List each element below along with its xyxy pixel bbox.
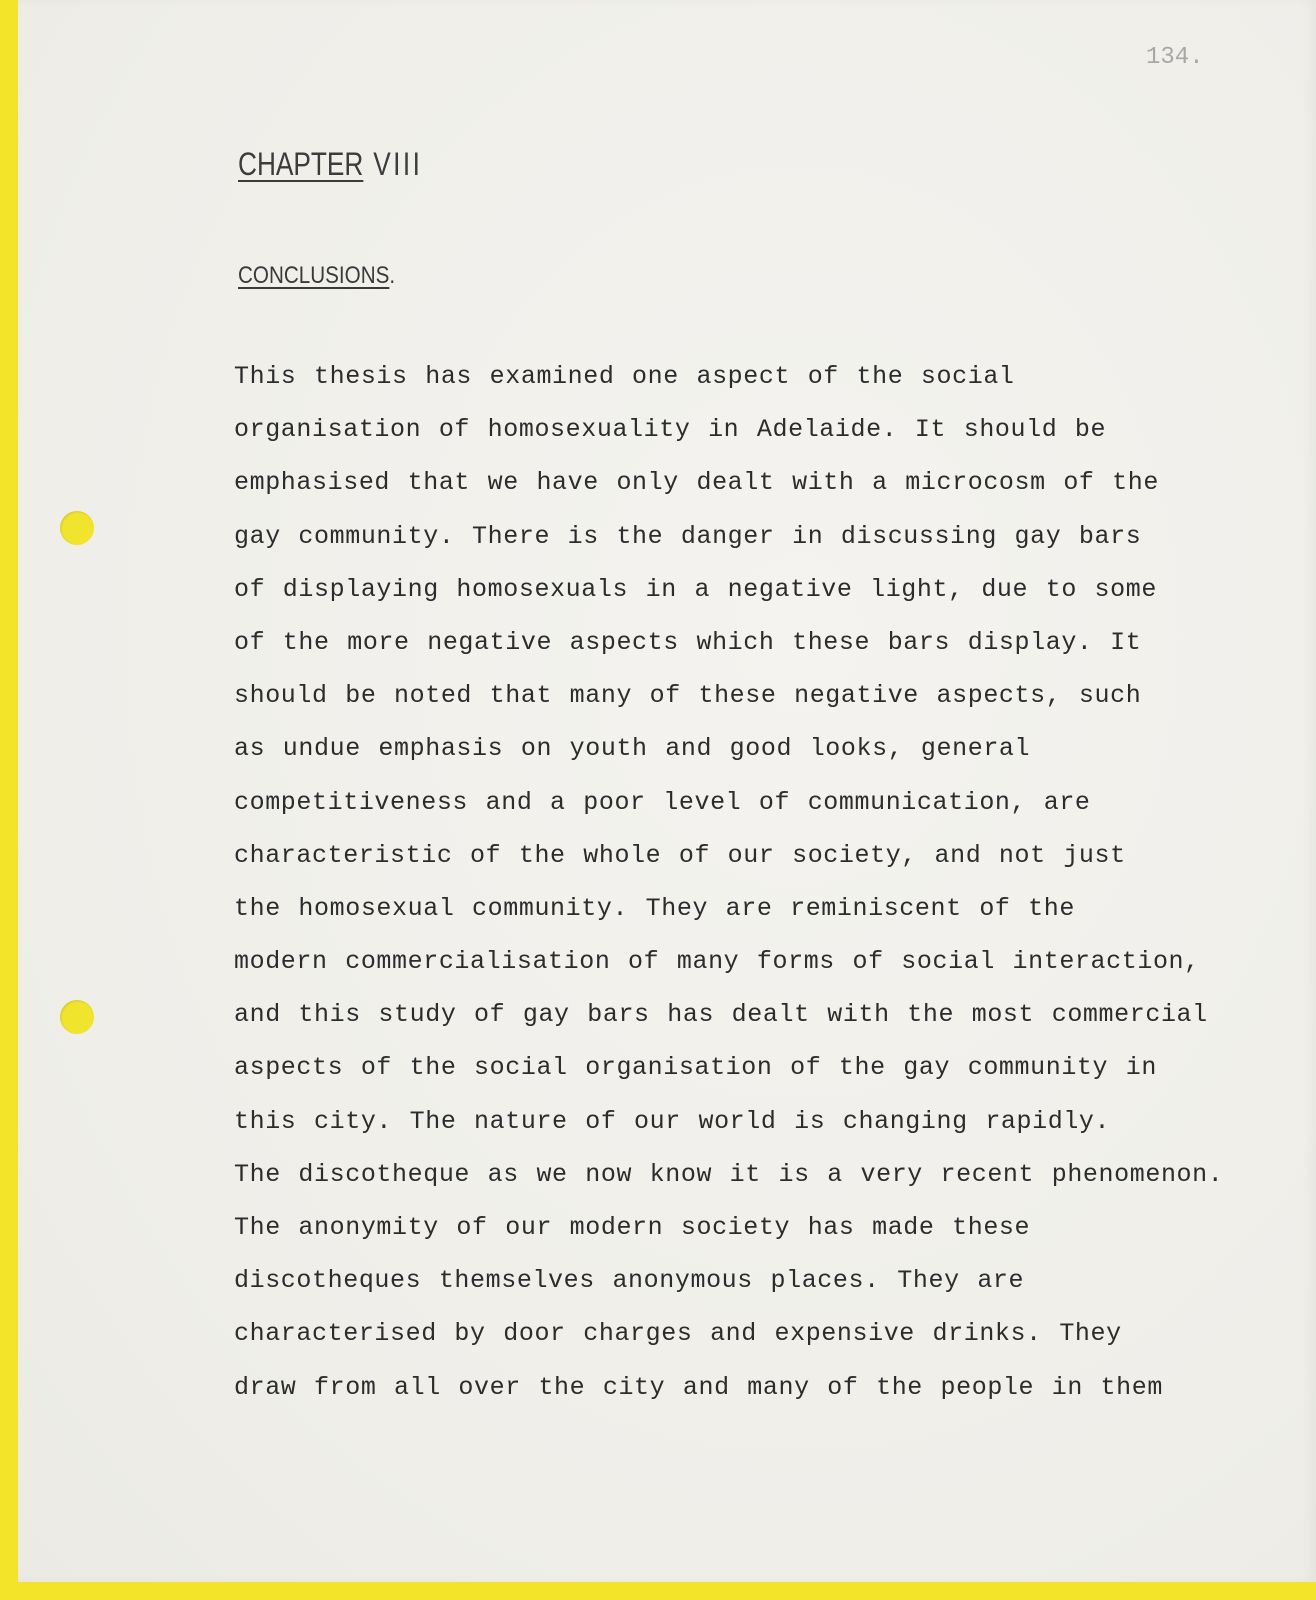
text-line: This thesis has examined one aspect of the social [234, 362, 1015, 391]
text-line: this city. The nature of our world is changing rapidly. [234, 1106, 1111, 1136]
text-line: modern commercialisation of many forms of social interaction, [234, 947, 1200, 977]
text-line: characterised by door charges and expensive drinks. They [234, 1319, 1122, 1349]
chapter-heading [238, 146, 422, 183]
text-line: characteristic of the whole of our society, and not just [234, 840, 1126, 870]
text-line: emphasised that we have only dealt with a microcosm of the [234, 468, 1159, 498]
text-line: of the more negative aspects which these bars display. It [234, 627, 1142, 657]
section-heading [238, 262, 395, 290]
binder-edge-left [0, 0, 20, 1600]
text-line: The discotheque as we now know it is a very recent phenomenon. [234, 1159, 1224, 1189]
text-line: competitiveness and a poor level of communication, are [234, 787, 1091, 817]
text-line: The anonymity of our modern society has made these [234, 1213, 1031, 1242]
text-line: of displaying homosexuals in a negative light, due to some [234, 574, 1157, 604]
section-heading-punct: . [389, 262, 396, 289]
text-line: and this study of gay bars has dealt with the most commercial [234, 1000, 1208, 1030]
text-line: draw from all over the city and many of the people in them [234, 1372, 1163, 1402]
text-line: should be noted that many of these negative aspects, such [234, 681, 1142, 711]
binder-edge-bottom [0, 1582, 1316, 1600]
punch-hole-bottom [60, 1000, 94, 1034]
chapter-label: CHAPTER [238, 146, 364, 182]
section-heading-text: CONCLUSIONS [238, 262, 390, 289]
body-paragraph [234, 358, 1223, 1422]
text-line: the homosexual community. They are reminiscent of the [234, 893, 1075, 923]
punch-hole-top [60, 511, 94, 545]
text-line: as undue emphasis on youth and good looks, general [234, 734, 1031, 764]
text-line: discotheques themselves anonymous places. They are [234, 1266, 1025, 1296]
text-line: gay community. There is the danger in discussing gay bars [234, 521, 1142, 551]
text-line: organisation of homosexuality in Adelaide. It should be [234, 415, 1107, 445]
chapter-numeral: VIII [373, 146, 423, 182]
page-number: 134. [1146, 44, 1204, 71]
text-line: aspects of the social organisation of the gay community in [234, 1053, 1157, 1083]
